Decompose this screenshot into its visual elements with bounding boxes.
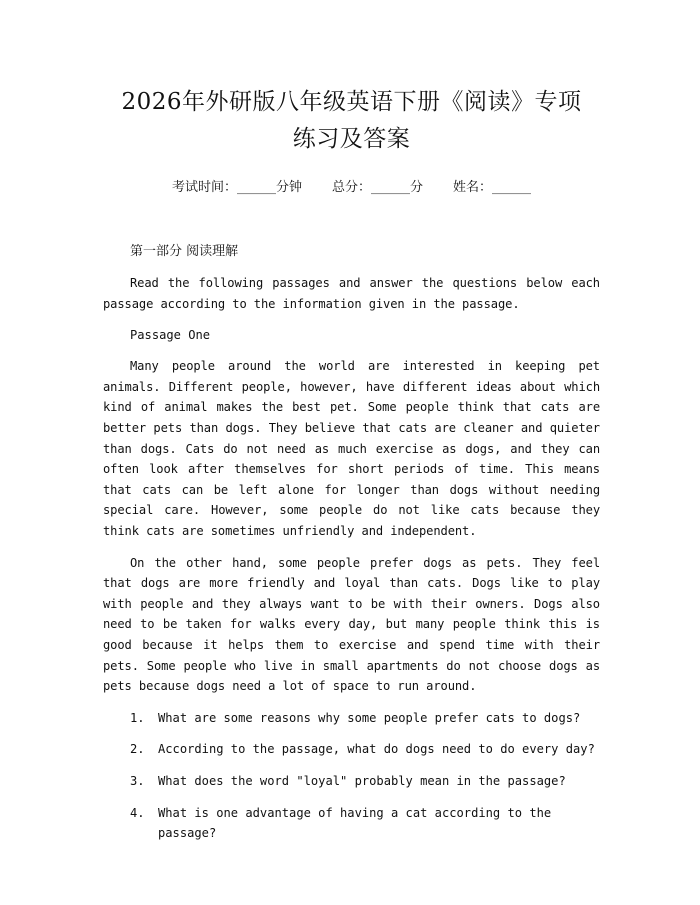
question-text: What are some reasons why some people prefer cats to dogs? — [158, 710, 581, 725]
question-item — [103, 708, 600, 728]
question-list — [103, 708, 600, 843]
question-number: 3. — [130, 774, 145, 789]
exam-score-field: 总分：______分 — [331, 180, 423, 195]
question-item — [103, 739, 600, 759]
student-name-field: 姓名：______ — [453, 180, 532, 195]
exam-time-field: 考试时间：______分钟 — [171, 180, 302, 195]
question-item — [103, 771, 600, 791]
question-item — [103, 803, 600, 843]
passage-paragraph-1: Many people around the world are interested in keeping pet animals. Different people, however, have different ideas about which kind of animal makes the best pet. Some people think that cats are better pets than dogs. They believe that cats are cleaner and quieter than dogs. Cats do not need as much exercise as dogs, and they can often look after themselves for short periods of time. This means that cats can be left alone for longer than dogs without needing special care. However, some people do not like cats because they think cats are sometimes unfriendly and independent. — [103, 359, 600, 538]
question-text: What does the word "loyal" probably mean in the passage? — [158, 774, 566, 789]
question-number: 4. — [130, 806, 145, 821]
passage-label: Passage One — [130, 328, 211, 343]
section-heading: 第一部分 阅读理解 — [130, 244, 239, 259]
passage-paragraph-2: On the other hand, some people prefer dogs as pets. They feel that dogs are more friendly and loyal than cats. Dogs like to play with people and they always want to be with their owners. Dogs also need to be taken for walks every day, but many people think this is good because it helps them to exercise and spend time with their pets. Some people who live in small apartments do not choose dogs as pets because dogs need a lot of space to run around. — [103, 555, 600, 694]
instructions: Read the following passages and answer the questions below each passage according to the information given in the passage. — [103, 276, 600, 311]
title-line-1: 2026年外研版八年级英语下册《阅读》专项 — [121, 89, 582, 115]
title-line-2: 练习及答案 — [292, 126, 411, 152]
question-text: According to the passage, what do dogs need to do every day? — [158, 742, 595, 757]
exam-info — [103, 178, 600, 198]
question-number: 2. — [130, 742, 145, 757]
document-title — [103, 84, 600, 158]
question-number: 1. — [130, 710, 145, 725]
question-text: What is one advantage of having a cat according to the passage? — [158, 806, 552, 841]
